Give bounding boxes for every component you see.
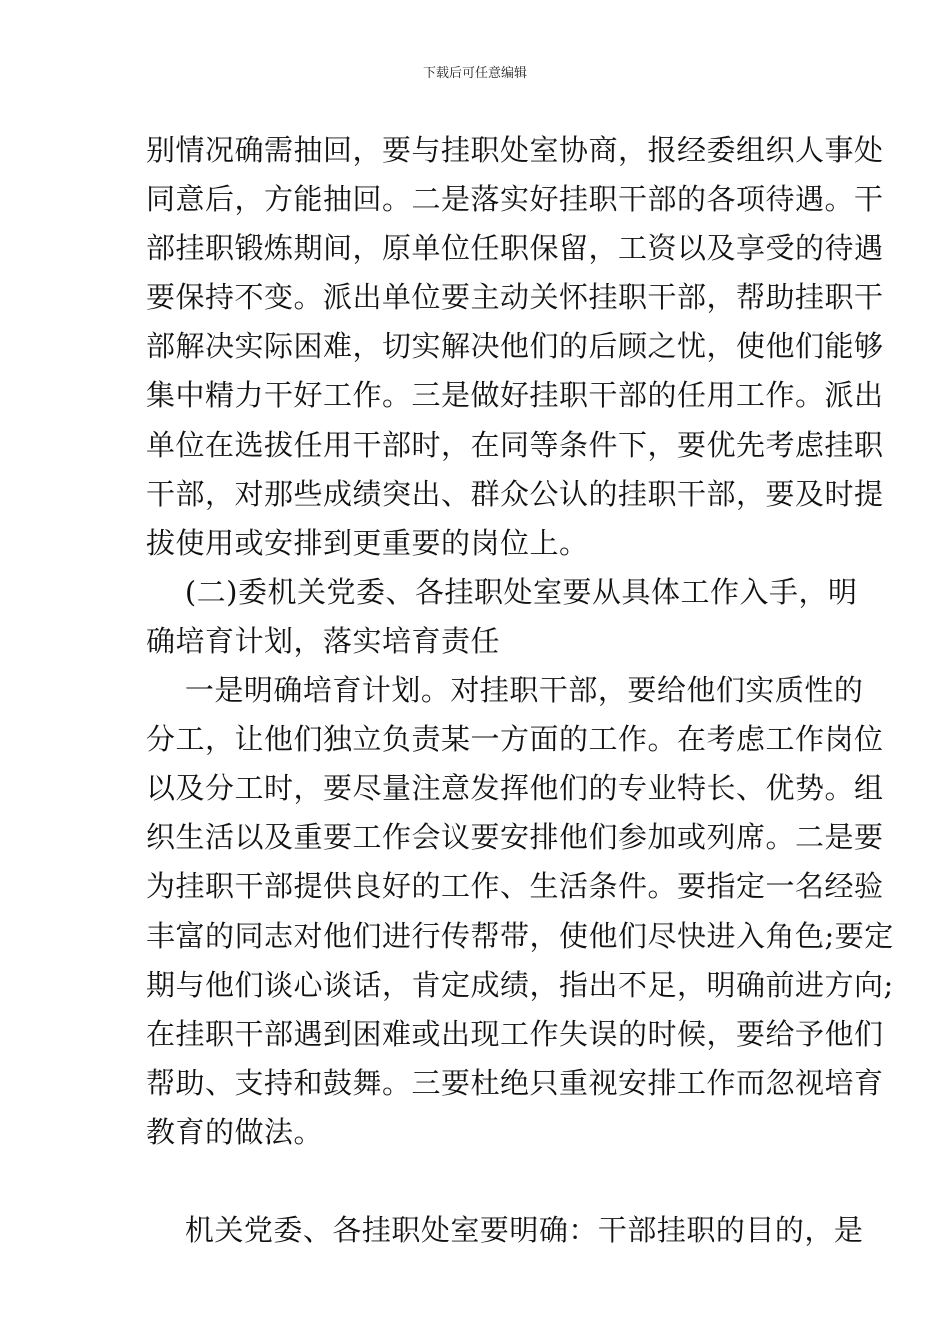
text-line: 部解决实际困难，切实解决他们的后顾之忧，使他们能够: [146, 329, 884, 364]
document-body: [146, 126, 894, 1255]
text-line: 以及分工时，要尽量注意发挥他们的专业特长、优势。组: [146, 771, 884, 806]
text-line: 部挂职锻炼期间，原单位任职保留，工资以及享受的待遇: [146, 231, 884, 266]
paragraph-first-line: 一是明确培育计划。对挂职干部，要给他们实质性的: [146, 673, 864, 708]
text-line: 在挂职干部遇到困难或出现工作失误的时候，要给予他们: [146, 1016, 884, 1051]
text-line: 为挂职干部提供良好的工作、生活条件。要指定一名经验: [146, 869, 884, 904]
text-line: 同意后，方能抽回。二是落实好挂职干部的各项待遇。干: [146, 182, 884, 217]
text-line: 要保持不变。派出单位要主动关怀挂职干部，帮助挂职干: [146, 280, 884, 315]
paragraph-first-line: 机关党委、各挂职处室要明确：干部挂职的目的，是: [146, 1213, 864, 1248]
text-line: 别情况确需抽回，要与挂职处室协商，报经委组织人事处: [146, 133, 884, 167]
text-line: 分工，让他们独立负责某一方面的工作。在考虑工作岗位: [146, 722, 884, 757]
text-line: 教育的做法。: [146, 1114, 324, 1149]
paragraph-gap: [146, 1157, 806, 1206]
section-heading-line: 确培育计划，落实培育责任: [146, 623, 501, 658]
text-line: 集中精力干好工作。三是做好挂职干部的任用工作。派出: [146, 378, 884, 413]
text-line: 帮助、支持和鼓舞。三要杜绝只重视安排工作而忽视培育: [146, 1065, 884, 1100]
text-line: 丰富的同志对他们进行传帮带，使他们尽快进入角色;要定: [146, 918, 894, 953]
text-line: 织生活以及重要工作会议要安排他们参加或列席。二是要: [146, 820, 884, 855]
text-line: 干部，对那些成绩突出、群众公认的挂职干部，要及时提: [146, 476, 884, 511]
section-heading-line: (二)委机关党委、各挂职处室要从具体工作入手，明: [146, 574, 858, 609]
text-line: 期与他们谈心谈话，肯定成绩，指出不足，明确前进方向;: [146, 967, 894, 1002]
page-header: 下载后可任意编辑: [422, 66, 527, 81]
text-line: 拔使用或安排到更重要的岗位上。: [146, 525, 589, 560]
text-line: 单位在选拔任用干部时，在同等条件下，要优先考虑挂职: [146, 427, 884, 462]
